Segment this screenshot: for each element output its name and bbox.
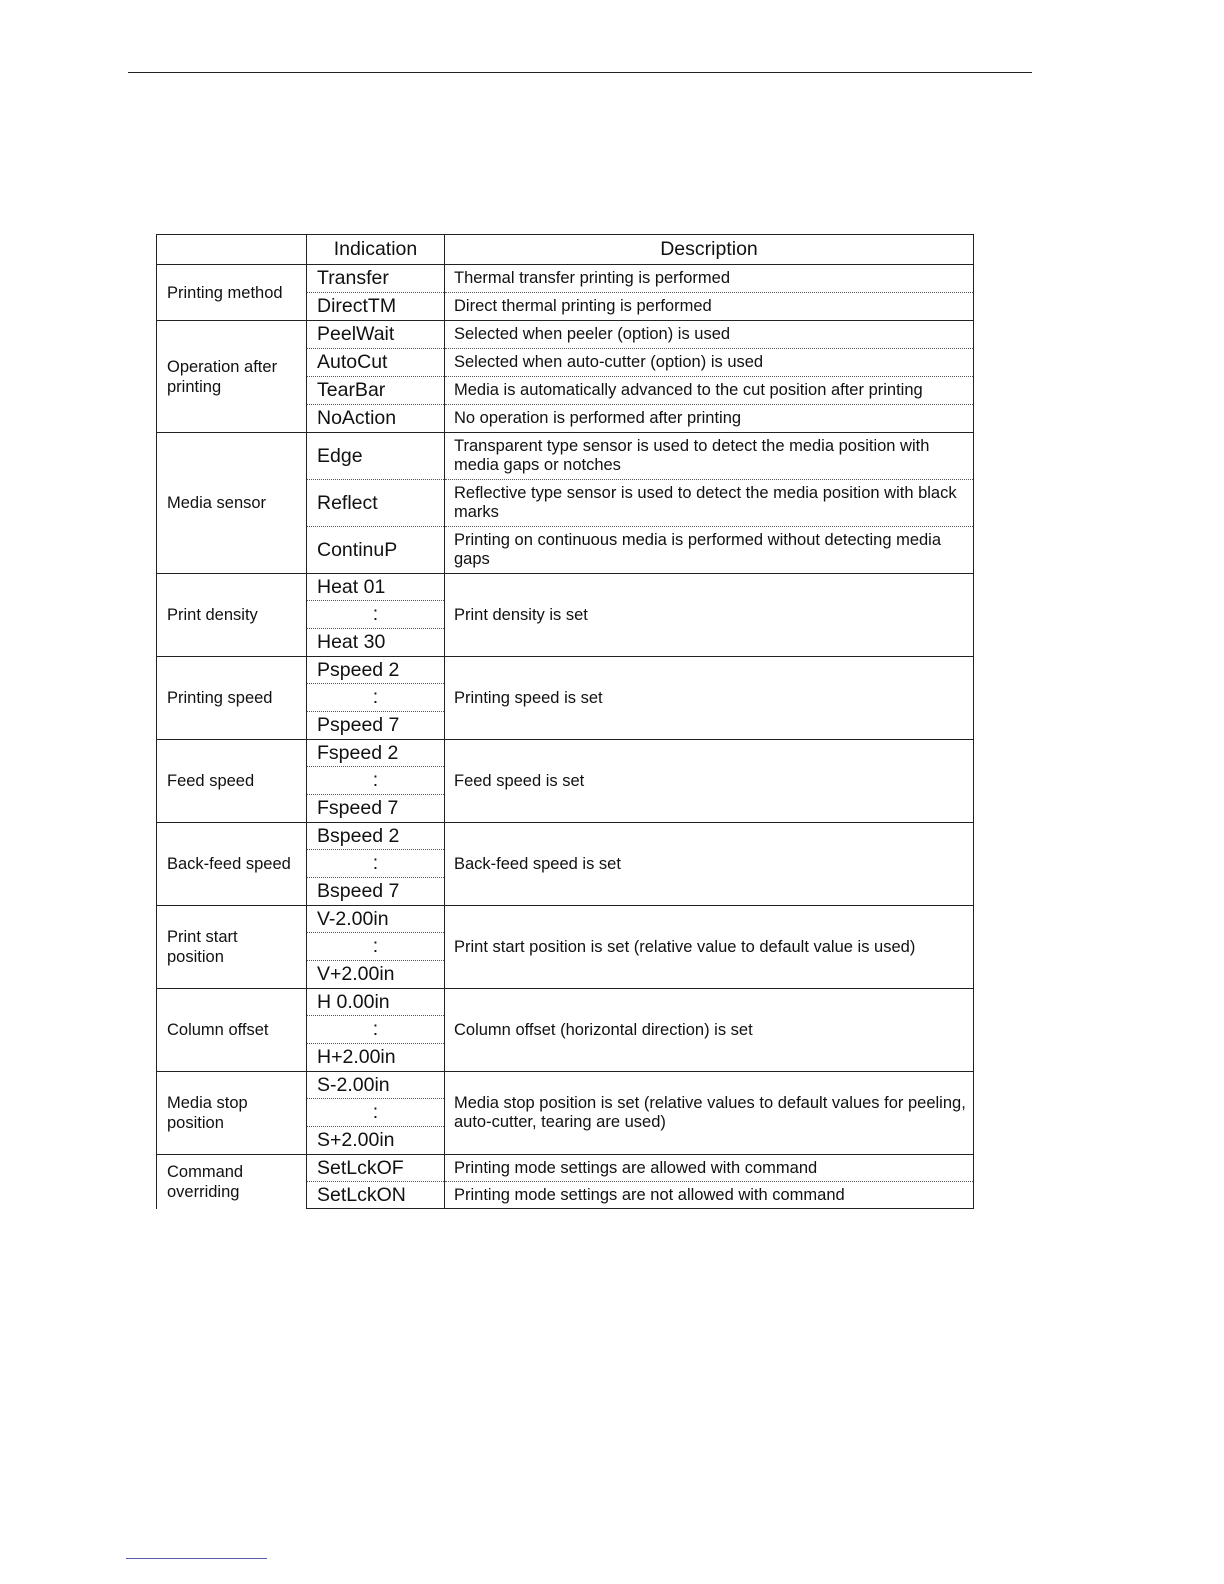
indication-cell: H 0.00in (307, 989, 445, 1016)
description-cell: Back-feed speed is set (445, 823, 974, 906)
header-row (157, 235, 974, 265)
indication-cell: H+2.00in (307, 1044, 445, 1072)
category-print-start-position: Print start position (157, 906, 307, 989)
description-cell: Printing speed is set (445, 657, 974, 740)
indication-cell: S-2.00in (307, 1072, 445, 1099)
indication-cell: V-2.00in (307, 906, 445, 933)
description-cell: Thermal transfer printing is performed (445, 265, 974, 293)
category-printing-method: Printing method (157, 265, 307, 321)
indication-cell: Heat 01 (307, 574, 445, 601)
header-category (157, 235, 307, 265)
indication-cell: AutoCut (307, 349, 445, 377)
description-cell: Print density is set (445, 574, 974, 657)
indication-cell: Edge (307, 433, 445, 480)
table-row (157, 433, 974, 480)
description-cell: Print start position is set (relative value to default value is used) (445, 906, 974, 989)
description-cell: Selected when auto-cutter (option) is used (445, 349, 974, 377)
indication-cell: Pspeed 2 (307, 657, 445, 684)
table-row (157, 906, 974, 933)
header-indication: Indication (307, 235, 445, 265)
header-description: Description (445, 235, 974, 265)
indication-cell: Fspeed 7 (307, 795, 445, 823)
indication-ellipsis: : (307, 850, 445, 878)
table-row (157, 265, 974, 293)
category-print-density: Print density (157, 574, 307, 657)
indication-cell: NoAction (307, 405, 445, 433)
indication-cell: Reflect (307, 480, 445, 527)
category-media-stop-position: Media stop position (157, 1072, 307, 1155)
table-row (157, 657, 974, 684)
indication-ellipsis: : (307, 1016, 445, 1044)
printing-mode-settings-table (156, 234, 974, 1209)
indication-cell: SetLckON (307, 1182, 445, 1209)
table-row (157, 740, 974, 767)
table-row (157, 574, 974, 601)
table-row (157, 1155, 974, 1182)
table-row (157, 823, 974, 850)
description-cell: Direct thermal printing is performed (445, 293, 974, 321)
indication-cell: Pspeed 7 (307, 712, 445, 740)
category-back-feed-speed: Back-feed speed (157, 823, 307, 906)
indication-cell: TearBar (307, 377, 445, 405)
category-printing-speed: Printing speed (157, 657, 307, 740)
indication-ellipsis: : (307, 684, 445, 712)
description-cell: Feed speed is set (445, 740, 974, 823)
indication-cell: S+2.00in (307, 1127, 445, 1155)
table-row (157, 1072, 974, 1099)
category-command-overriding: Command overriding (157, 1155, 307, 1209)
indication-cell: PeelWait (307, 321, 445, 349)
description-cell: Printing on continuous media is performed without detecting media gaps (445, 527, 974, 574)
table-row (157, 321, 974, 349)
description-cell: Selected when peeler (option) is used (445, 321, 974, 349)
indication-ellipsis: : (307, 1099, 445, 1127)
indication-cell: Bspeed 7 (307, 878, 445, 906)
description-cell: No operation is performed after printing (445, 405, 974, 433)
description-cell: Printing mode settings are allowed with command (445, 1155, 974, 1182)
description-cell: Printing mode settings are not allowed with command (445, 1182, 974, 1209)
indication-cell: DirectTM (307, 293, 445, 321)
indication-cell: Fspeed 2 (307, 740, 445, 767)
table-row (157, 989, 974, 1016)
category-feed-speed: Feed speed (157, 740, 307, 823)
indication-ellipsis: : (307, 601, 445, 629)
indication-cell: Bspeed 2 (307, 823, 445, 850)
description-cell: Media is automatically advanced to the cut position after printing (445, 377, 974, 405)
indication-cell: ContinuP (307, 527, 445, 574)
description-cell: Column offset (horizontal direction) is set (445, 989, 974, 1072)
bottom-rule (126, 1558, 267, 1559)
indication-cell: Transfer (307, 265, 445, 293)
top-rule (128, 72, 1032, 73)
description-cell: Reflective type sensor is used to detect the media position with black marks (445, 480, 974, 527)
category-column-offset: Column offset (157, 989, 307, 1072)
indication-ellipsis: : (307, 767, 445, 795)
category-media-sensor: Media sensor (157, 433, 307, 574)
indication-cell: Heat 30 (307, 629, 445, 657)
category-operation-after-printing: Operation after printing (157, 321, 307, 433)
indication-ellipsis: : (307, 933, 445, 961)
indication-cell: V+2.00in (307, 961, 445, 989)
description-cell: Media stop position is set (relative values to default values for peeling, auto-cutter, tearing are used) (445, 1072, 974, 1155)
description-cell: Transparent type sensor is used to detect the media position with media gaps or notches (445, 433, 974, 480)
indication-cell: SetLckOF (307, 1155, 445, 1182)
